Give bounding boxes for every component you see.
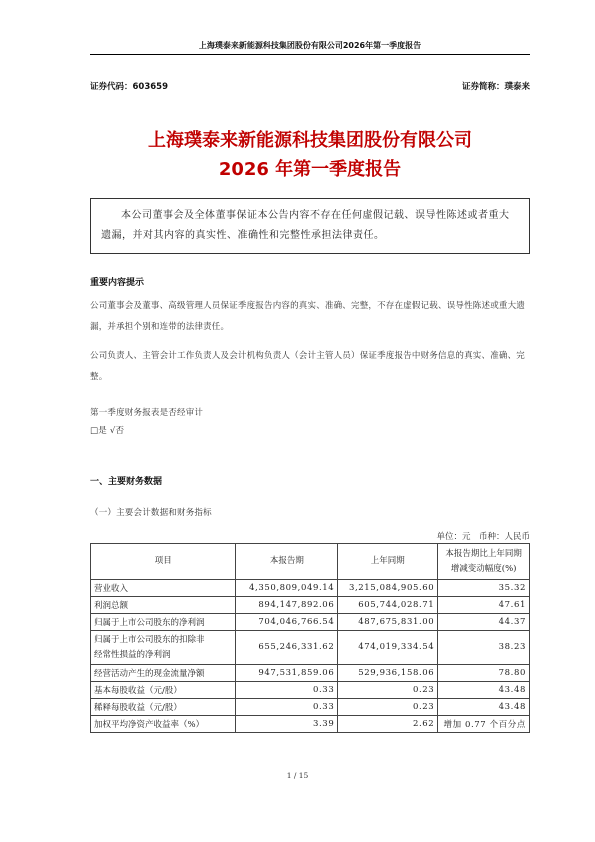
row-prior: 487,675,831.00 (338, 614, 438, 631)
audit-answer: □是 √否 (90, 426, 125, 436)
row-prior: 529,936,158.06 (338, 665, 438, 682)
row-change: 78.80 (438, 665, 530, 682)
header-item: 项目 (91, 544, 236, 580)
audit-question: 第一季度财务报表是否经审计 (90, 408, 204, 418)
row-change: 43.48 (438, 682, 530, 699)
row-prior: 474,019,334.54 (338, 631, 438, 665)
header-prior-period: 上年同期 (338, 544, 438, 580)
stock-info-row (90, 80, 530, 94)
row-prior: 0.23 (338, 699, 438, 716)
header-change-line1: 本报告期比上年同期 (445, 548, 522, 559)
table-header-row (91, 544, 530, 580)
unit-currency-note: 单位：元 币种：人民币 (436, 532, 530, 542)
row-item: 归属于上市公司股东的净利润 (91, 614, 236, 631)
row-current: 0.33 (236, 699, 338, 716)
row-current: 655,246,331.62 (236, 631, 338, 665)
running-header: 上海璞泰来新能源科技集团股份有限公司2026年第一季度报告 (198, 41, 422, 50)
important-paragraph-2: 公司负责人、主管会计工作负责人及会计机构负责人（会计主管人员）保证季度报告中财务信息的真实、准确、完整。 (90, 351, 526, 382)
important-notice-heading: 重要内容提示 (90, 278, 145, 288)
row-item-line2: 经常性损益的净利润 (94, 649, 171, 660)
table-row (91, 631, 530, 665)
report-title-company: 上海璞泰来新能源科技集团股份有限公司 (148, 130, 472, 151)
row-item: 基本每股收益（元/股） (91, 682, 236, 699)
stock-code: 证券代码：603659 (90, 82, 168, 92)
table-row (91, 580, 530, 597)
report-title-period: 2026 年第一季度报告 (218, 159, 402, 180)
row-item: 经营活动产生的现金流量净额 (91, 665, 236, 682)
row-item-line1: 归属于上市公司股东的扣除非 (94, 634, 205, 645)
table-row (91, 665, 530, 682)
important-paragraph-1: 公司董事会及董事、高级管理人员保证季度报告内容的真实、准确、完整，不存在虚假记载、误导性陈述或重大遗漏，并承担个别和连带的法律责任。 (90, 301, 526, 332)
row-change: 增加 0.77 个百分点 (438, 716, 530, 733)
header-change-line2: 增减变动幅度(%) (450, 563, 517, 574)
table-row (91, 716, 530, 733)
row-item: 利润总额 (91, 597, 236, 614)
row-prior: 2.62 (338, 716, 438, 733)
stock-abbreviation: 证券简称：璞泰来 (461, 82, 530, 92)
row-current: 3.39 (236, 716, 338, 733)
row-change: 38.23 (438, 631, 530, 665)
row-change: 44.37 (438, 614, 530, 631)
row-item (91, 631, 236, 665)
row-current: 4,350,809,049.14 (236, 580, 338, 597)
table-row (91, 614, 530, 631)
header-rule (90, 54, 530, 55)
table-row (91, 597, 530, 614)
row-prior: 3,215,084,905.60 (338, 580, 438, 597)
table-row (91, 699, 530, 716)
row-current: 894,147,892.06 (236, 597, 338, 614)
financial-data-table (90, 543, 530, 733)
row-item: 稀释每股收益（元/股） (91, 699, 236, 716)
board-notice-text: 本公司董事会及全体董事保证本公告内容不存在任何虚假记载、误导性陈述或者重大遗漏，并对其内容的真实性、准确性和完整性承担法律责任。 (101, 210, 510, 241)
section-main-financial-data: 一、主要财务数据 (90, 477, 163, 487)
header-change (438, 544, 530, 580)
board-notice-box (90, 198, 530, 254)
row-current: 947,531,859.06 (236, 665, 338, 682)
row-prior: 0.23 (338, 682, 438, 699)
row-current: 704,046,766.54 (236, 614, 338, 631)
row-item: 营业收入 (91, 580, 236, 597)
page-number: 1 / 15 (286, 771, 309, 780)
row-item: 加权平均净资产收益率（%） (91, 716, 236, 733)
row-change: 47.61 (438, 597, 530, 614)
row-prior: 605,744,028.71 (338, 597, 438, 614)
table-row (91, 682, 530, 699)
header-current-period: 本报告期 (236, 544, 338, 580)
row-current: 0.33 (236, 682, 338, 699)
subsection-accounting-data: （一）主要会计数据和财务指标 (90, 508, 212, 518)
row-change: 43.48 (438, 699, 530, 716)
row-change: 35.32 (438, 580, 530, 597)
